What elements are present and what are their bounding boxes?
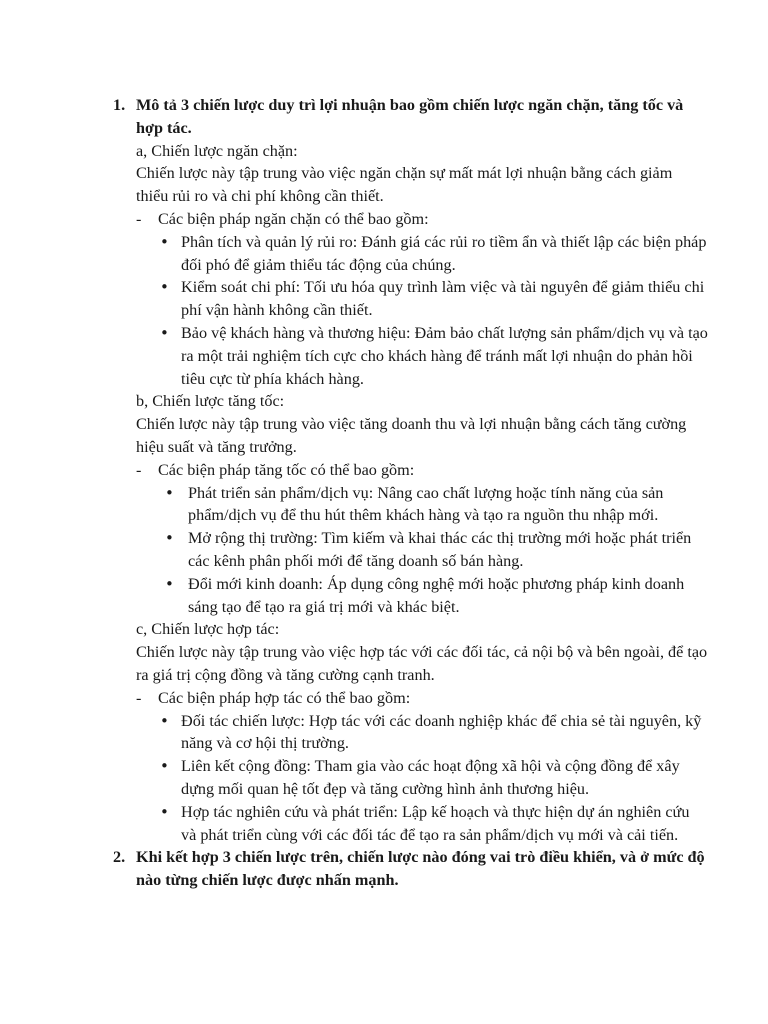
bullet-icon bbox=[165, 527, 174, 550]
dash-marker: - bbox=[136, 209, 142, 228]
question-2-text: Khi kết hợp 3 chiến lược trên, chiến lược nào đóng vai trò điều khiển, và ở mức độ nào từng chiến lược được nhấn mạnh. bbox=[136, 848, 705, 890]
question-2-number: 2. bbox=[113, 848, 126, 867]
section-b-measures bbox=[0, 459, 708, 482]
section-a-measures bbox=[0, 208, 708, 231]
list-item bbox=[0, 527, 708, 573]
bullet-icon bbox=[165, 482, 174, 505]
bullet-icon bbox=[160, 710, 169, 733]
list-item bbox=[0, 573, 708, 619]
dash-marker: - bbox=[136, 688, 142, 707]
list-item-text: Liên kết cộng đồng: Tham gia vào các hoạt động xã hội và cộng đồng để xây dựng mối quan hệ tốt đẹp và tăng cường hình ảnh thương hiệu. bbox=[181, 757, 680, 798]
section-c-heading: c, Chiến lược hợp tác: bbox=[136, 620, 280, 639]
list-item-text: Bảo vệ khách hàng và thương hiệu: Đảm bảo chất lượng sản phẩm/dịch vụ và tạo ra một trải nghiệm tích cực cho khách hàng để tránh mất lợi nhuận do phản hồi tiêu cực từ phía khách hàng. bbox=[181, 323, 708, 388]
list-item bbox=[0, 231, 708, 277]
list-item bbox=[0, 755, 708, 801]
list-item-text: Hợp tác nghiên cứu và phát triển: Lập kế hoạch và thực hiện dự án nghiên cứu và phát triển cùng với các đối tác để tạo ra sản phẩm/dịch vụ mới và cải tiến. bbox=[181, 802, 690, 844]
list-item bbox=[0, 322, 708, 390]
section-c-intro: Chiến lược này tập trung vào việc hợp tác với các đối tác, cả nội bộ và bên ngoài, để tạo ra giá trị cộng đồng và tăng cường cạnh tranh. bbox=[136, 643, 708, 684]
section-a-intro: Chiến lược này tập trung vào việc ngăn chặn sự mất mát lợi nhuận bằng cách giảm thiểu rủi ro và chi phí không cần thiết. bbox=[136, 164, 673, 206]
list-item-text: Phát triển sản phẩm/dịch vụ: Nâng cao chất lượng hoặc tính năng của sản phẩm/dịch vụ để thu hút thêm khách hàng và tạo ra nguồn thu nhập mới. bbox=[188, 483, 664, 525]
list-item-text: Phân tích và quản lý rủi ro: Đánh giá các rủi ro tiềm ẩn và thiết lập các biện pháp đối phó để giảm thiểu tác động của chúng. bbox=[181, 232, 707, 274]
section-b-measures-label: Các biện pháp tăng tốc có thể bao gồm: bbox=[158, 460, 415, 479]
bullet-icon bbox=[160, 755, 169, 778]
question-1-text: Mô tả 3 chiến lược duy trì lợi nhuận bao gồm chiến lược ngăn chặn, tăng tốc và hợp tác. bbox=[136, 96, 684, 137]
bullet-icon bbox=[160, 801, 169, 824]
list-item bbox=[0, 482, 708, 528]
list-item-text: Kiểm soát chi phí: Tối ưu hóa quy trình làm việc và tài nguyên để giảm thiểu chi phí vận hành không cần thiết. bbox=[181, 278, 705, 320]
list-item bbox=[0, 801, 708, 847]
bullet-icon bbox=[160, 322, 169, 345]
section-c-measures bbox=[0, 687, 708, 710]
dash-marker: - bbox=[136, 460, 142, 479]
question-1 bbox=[0, 94, 708, 140]
question-2 bbox=[0, 846, 708, 892]
list-item bbox=[0, 710, 708, 756]
section-a-measures-label: Các biện pháp ngăn chặn có thể bao gồm: bbox=[158, 209, 429, 228]
list-item bbox=[0, 276, 708, 322]
bullet-icon bbox=[160, 231, 169, 254]
bullet-icon bbox=[165, 573, 174, 596]
section-a-heading: a, Chiến lược ngăn chặn: bbox=[136, 141, 298, 160]
section-b-heading: b, Chiến lược tăng tốc: bbox=[136, 392, 285, 411]
list-item-text: Mở rộng thị trường: Tìm kiếm và khai thác các thị trường mới hoặc phát triển các kênh phân phối mới để tăng doanh số bán hàng. bbox=[188, 529, 692, 570]
section-c-measures-label: Các biện pháp hợp tác có thể bao gồm: bbox=[158, 688, 411, 707]
question-1-number: 1. bbox=[113, 96, 126, 114]
list-item-text: Đổi mới kinh doanh: Áp dụng công nghệ mới hoặc phương pháp kinh doanh sáng tạo để tạo ra giá trị mới và khác biệt. bbox=[188, 574, 685, 616]
bullet-icon bbox=[160, 276, 169, 299]
list-item-text: Đối tác chiến lược: Hợp tác với các doanh nghiệp khác để chia sẻ tài nguyên, kỹ năng và cơ hội thị trường. bbox=[181, 711, 702, 753]
section-b-intro: Chiến lược này tập trung vào việc tăng doanh thu và lợi nhuận bằng cách tăng cường hiệu suất và tăng trưởng. bbox=[136, 415, 687, 456]
